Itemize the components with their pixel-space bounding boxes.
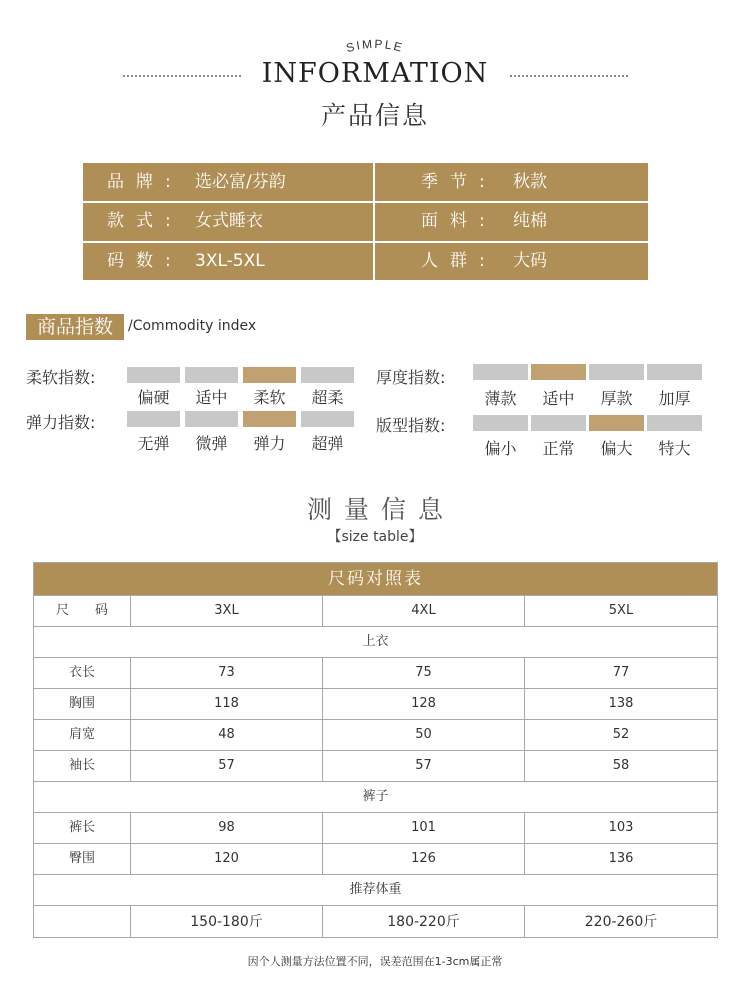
info-value: 纯棉 [513, 211, 547, 231]
row-label: 衣长 [68, 665, 95, 680]
index-option: 超弹 [311, 434, 344, 453]
measure-subtitle: 【size table】 [327, 529, 423, 545]
table-section-row [34, 626, 717, 657]
index-option: 厚款 [600, 389, 633, 408]
row-label [34, 906, 130, 938]
cell-value: 103 [524, 813, 717, 843]
commodity-badge: 商品指数 [26, 314, 124, 340]
cell-value: 50 [322, 720, 524, 750]
page-title: INFORMATION [261, 58, 489, 89]
cell-value: 101 [322, 813, 524, 843]
row-label: 胸围 [68, 696, 95, 711]
index-bar [473, 415, 528, 431]
info-divider [373, 163, 375, 280]
index-bar-selected [531, 364, 586, 380]
index-option: 弹力 [253, 434, 286, 453]
index-option: 偏硬 [137, 388, 170, 407]
size-header-label: 尺 码 [55, 603, 108, 618]
size-table-title: 尺码对照表 [34, 563, 717, 595]
info-value: 女式睡衣 [195, 211, 263, 231]
index-bar [647, 415, 702, 431]
weight-value: 180-220斤 [322, 906, 524, 938]
size-header: 4XL [322, 596, 524, 626]
cell-value: 126 [322, 844, 524, 874]
cell-value: 120 [130, 844, 322, 874]
row-label: 肩宽 [68, 727, 95, 742]
index-option: 柔软 [253, 388, 286, 407]
index-bar [127, 411, 180, 427]
footnote: 因个人测量方法位置不同，误差范围在1-3cm属正常 [247, 955, 503, 968]
section-label: 推荐体重 [349, 882, 402, 897]
cell-value: 118 [130, 689, 322, 719]
info-value: 选必富/芬韵 [195, 172, 286, 192]
info-sizes [107, 243, 367, 279]
table-row [34, 719, 717, 750]
weight-value: 150-180斤 [130, 906, 322, 938]
index-bar [185, 411, 238, 427]
info-audience [421, 243, 641, 279]
weight-value: 220-260斤 [524, 906, 717, 938]
index-label: 厚度指数: [376, 368, 446, 387]
cell-value: 48 [130, 720, 322, 750]
cell-value: 73 [130, 658, 322, 688]
table-row [34, 843, 717, 874]
index-label: 弹力指数: [26, 413, 96, 432]
index-bar-selected [589, 415, 644, 431]
info-label: 季节: [421, 172, 497, 192]
index-option: 微弹 [195, 434, 228, 453]
index-option: 适中 [195, 388, 228, 407]
index-option: 薄款 [484, 389, 517, 408]
info-label: 款式: [107, 211, 183, 231]
row-label: 袖长 [68, 758, 95, 773]
index-bar [185, 367, 238, 383]
index-bar [589, 364, 644, 380]
row-label: 裤长 [68, 820, 95, 835]
cell-value: 57 [322, 751, 524, 781]
svg-text:SIMPLE [345, 37, 406, 55]
info-value: 秋款 [513, 172, 547, 192]
table-section-row [34, 781, 717, 812]
info-label: 人群: [421, 251, 497, 271]
table-row [34, 905, 717, 938]
index-bar [301, 367, 354, 383]
index-option: 偏大 [600, 439, 633, 458]
cell-value: 52 [524, 720, 717, 750]
index-option: 超柔 [311, 388, 344, 407]
table-section-row [34, 874, 717, 905]
table-row [34, 812, 717, 843]
cell-value: 128 [322, 689, 524, 719]
index-option: 特大 [658, 439, 691, 458]
cell-value: 138 [524, 689, 717, 719]
cell-value: 75 [322, 658, 524, 688]
index-option: 正常 [542, 439, 575, 458]
size-header: 3XL [130, 596, 322, 626]
info-fabric [421, 203, 641, 239]
index-bar [473, 364, 528, 380]
simple-arc-text [0, 30, 750, 54]
index-option: 加厚 [658, 389, 691, 408]
cell-value: 58 [524, 751, 717, 781]
info-label: 品牌: [107, 172, 183, 192]
index-option: 无弹 [137, 434, 170, 453]
table-row [34, 595, 717, 626]
size-header: 5XL [524, 596, 717, 626]
simple-label: SIMPLE [344, 36, 406, 56]
product-info-table [83, 163, 648, 280]
info-value: 大码 [513, 251, 547, 271]
info-style [107, 203, 367, 239]
info-season [421, 164, 641, 200]
info-value: 3XL-5XL [195, 251, 265, 271]
cell-value: 77 [524, 658, 717, 688]
table-row [34, 657, 717, 688]
cell-value: 57 [130, 751, 322, 781]
section-label: 上衣 [362, 634, 389, 649]
info-label: 码数: [107, 251, 183, 271]
size-table [33, 562, 718, 938]
index-bar [301, 411, 354, 427]
index-label: 柔软指数: [26, 368, 96, 387]
index-option: 偏小 [484, 439, 517, 458]
table-row [34, 688, 717, 719]
section-label: 裤子 [362, 789, 389, 804]
measure-title: 测量信息 [306, 495, 455, 524]
cell-value: 98 [130, 813, 322, 843]
index-bar-selected [243, 367, 296, 383]
index-label: 版型指数: [376, 416, 446, 435]
index-bar [647, 364, 702, 380]
info-label: 面料: [421, 211, 497, 231]
commodity-title: /Commodity index [128, 318, 257, 334]
info-brand [107, 164, 367, 200]
index-bar [127, 367, 180, 383]
index-option: 适中 [542, 389, 575, 408]
index-bar-selected [243, 411, 296, 427]
cell-value: 136 [524, 844, 717, 874]
index-bar [531, 415, 586, 431]
table-row [34, 750, 717, 781]
page-subtitle: 产品信息 [320, 101, 429, 130]
row-label: 臀围 [68, 851, 95, 866]
